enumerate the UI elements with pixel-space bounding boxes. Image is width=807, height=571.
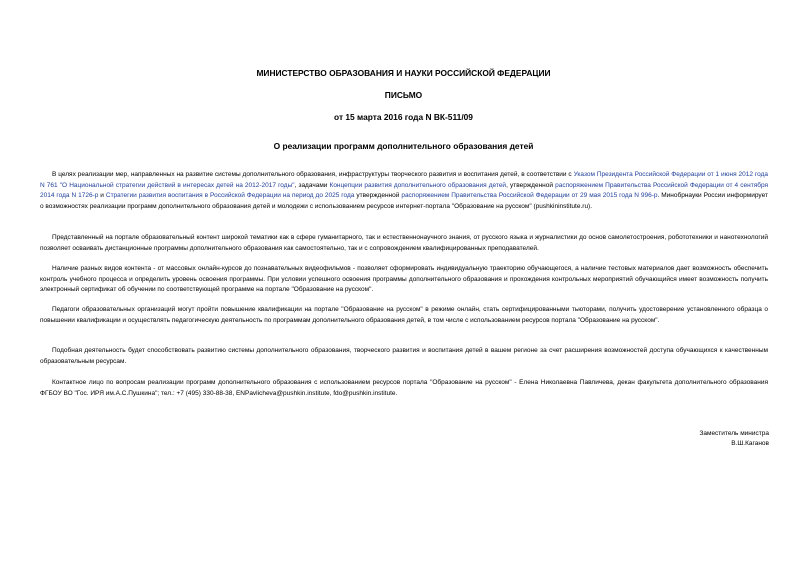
document-subject: О реализации программ дополнительного образования детей (273, 141, 534, 151)
signature-title: Заместитель министра (699, 430, 769, 437)
paragraph-3: Наличие разных видов контента - от массовых онлайн-курсов до познавательных видеофильмов - позволяет сформировать индивидуальную траекторию обучающегося, а наличие тестовых материалов дает возможность обеспечить контроль учебного процесса и определить уровень освоения программы. При условии успешного освоения программы дополнительного образования и прохождения контрольных мероприятий обучающийся имеет возможность получить электронный сертификат об обучении по соответствующей программе на портале "Образование на русском". (40, 265, 768, 294)
paragraph-1-text-5: утвержденной (354, 192, 402, 200)
paragraph-2: Представленный на портале образовательный контент широкой тематики как в сфере гуманитарного, так и естественнонаучного знания, от русского языка и журналистики до основ самолетостроения, робототехники и нанотехнологий позволяет осваивать дистанционные программы дополнительного образования как самостоятельно, так и с сопровождением квалифицированных преподавателей. (40, 234, 768, 252)
paragraph-6-contacts: Контактное лицо по вопросам реализации программ дополнительного образования с использованием ресурсов портала "Образование на русском" - Елена Николаевна Павличева, декан факультета дополнительного образования ФГБОУ ВО "Гос. ИРЯ им.А.С.Пушкина"; тел.: +7 (495) 330-88-38, ENPavlicheva@pushkin.institute, fdo@pushkin.institute. (40, 379, 768, 397)
signature-name: В.Ш.Каганов (731, 440, 769, 447)
paragraph-1-text-3: , утвержденной (506, 181, 556, 189)
link-government-order-1726[interactable]: распоряжением Правительства Российской Федерации от 4 сентября 2014 года N 1726-р (40, 181, 769, 200)
document-type-heading: ПИСЬМО (384, 90, 423, 100)
paragraph-5: Подобная деятельность будет способствовать развитию системы дополнительного образования, творческого развития и воспитания детей в вашем регионе за счет расширения возможностей доступа обучающихся к качественным образовательным ресурсам. (40, 347, 768, 365)
paragraph-1-text-4: и (98, 192, 106, 200)
link-presidential-decree[interactable]: Указом Президента Российской Федерации от 1 июня 2012 года N 761 "О Национальной стратегии действий в интересах детей на 2012-2017 годы" (40, 171, 768, 189)
link-upbringing-strategy-2025[interactable]: Стратегии развития воспитания в Российской Федерации на период до 2025 года (105, 192, 355, 200)
paragraph-4: Педагоги образовательных организаций могут пройти повышение квалификации на портале "Образование на русском" в режиме онлайн, стать сертифицированными тьюторами, получить удостоверение установленного образца о повышении квалификации и осуществлять педагогическую деятельность по программам дополнительного образования детей, в том числе с использованием ресурсов портала "Образование на русском". (40, 306, 768, 324)
document-date-number: от 15 марта 2016 года N ВК-511/09 (334, 112, 473, 122)
paragraph-1-text-6: . Минобрнауки России информирует о возможностях реализации программ дополнительного образования детей и молодежи с использованием ресурсов интернет-портала "Образование на русском" (pushkininstitute.ru). (40, 192, 768, 210)
link-government-order-996[interactable]: распоряжением Правительства Российской Федерации от 29 мая 2015 года N 996-р (401, 192, 658, 200)
paragraph-1 (40, 170, 768, 212)
link-concept-additional-education[interactable]: Концепции развития дополнительного образования детей (329, 181, 507, 189)
ministry-heading: МИНИСТЕРСТВО ОБРАЗОВАНИЯ И НАУКИ РОССИЙСКОЙ ФЕДЕРАЦИИ (256, 68, 551, 78)
paragraph-1-text-1: В целях реализации мер, направленных на развитие системы дополнительного образования, инфраструктуры творческого развития и воспитания детей, в соответствии с (52, 171, 574, 178)
paragraph-1-text-2: , задачами (294, 181, 330, 189)
